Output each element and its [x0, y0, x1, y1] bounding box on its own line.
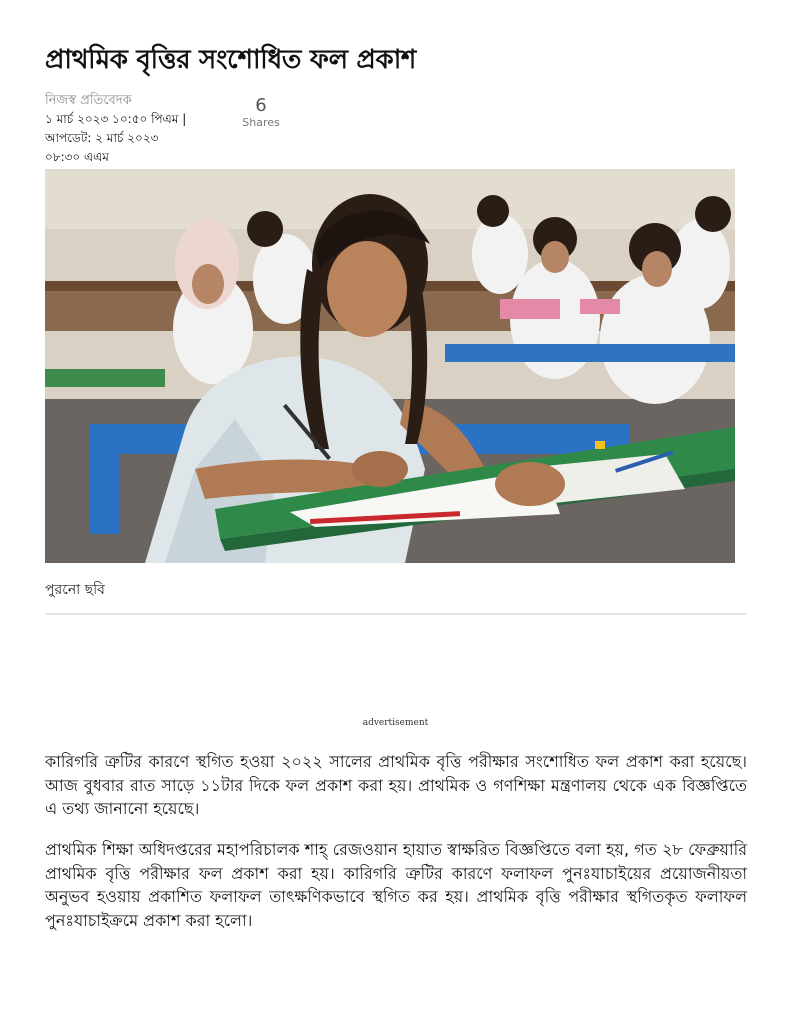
- advertisement-label: advertisement: [362, 718, 429, 728]
- photo-caption: পুরনো ছবি: [45, 582, 105, 598]
- article-headline: প্রাথমিক বৃত্তির সংশোধিত ফল প্রকাশ: [45, 45, 417, 75]
- share-label: Shares: [242, 116, 280, 129]
- author-link[interactable]: নিজস্ব প্রতিবেদক: [45, 93, 132, 108]
- published-date: ১ মার্চ ২০২৩ ১০:৫০ পিএম |: [45, 112, 187, 126]
- updated-date: আপডেট: ২ মার্চ ২০২৩: [45, 131, 159, 145]
- share-count: 6: [255, 95, 267, 116]
- section-divider: [45, 613, 747, 615]
- article-photo: [45, 169, 735, 563]
- updated-time: ০৮:৩০ এএম: [45, 150, 109, 164]
- article-paragraph: প্রাথমিক শিক্ষা অধিদপ্তরের মহাপরিচালক শাহ্ রেজওয়ান হায়াত স্বাক্ষরিত বিজ্ঞপ্তিতে বলা হয়, গত ২৮ ফেব্রুয়ারি প্রাথমিক বৃত্তি পরীক্ষার ফল প্রকাশ করা হয়। কারিগরি ত্রুটির কারণে ফলাফল পুনঃযাচাইয়ের প্রয়োজনীয়তা অনুভব হওয়ায় প্রকাশিত ফলাফল তাৎক্ষণিকভাবে স্থগিত কর হয়। প্রাথমিক বৃত্তি পরীক্ষার স্থগিতকৃত ফলাফল পুনঃযাচাইক্রমে প্রকাশ করা হলো।: [45, 840, 747, 930]
- students-exam-photo-icon: [45, 169, 735, 563]
- article-paragraph: কারিগরি ত্রুটির কারণে স্থগিত হওয়া ২০২২ সালের প্রাথমিক বৃত্তি পরীক্ষার সংশোধিত ফল প্রকাশ করা হয়েছে। আজ বুধবার রাত সাড়ে ১১টার দিকে ফল প্রকাশ করা হয়। প্রাথমিক ও গণশিক্ষা মন্ত্রণালয় থেকে এক বিজ্ঞপ্তিতে এ তথ্য জানানো হয়েছে।: [45, 752, 747, 818]
- share-counter[interactable]: [233, 96, 289, 130]
